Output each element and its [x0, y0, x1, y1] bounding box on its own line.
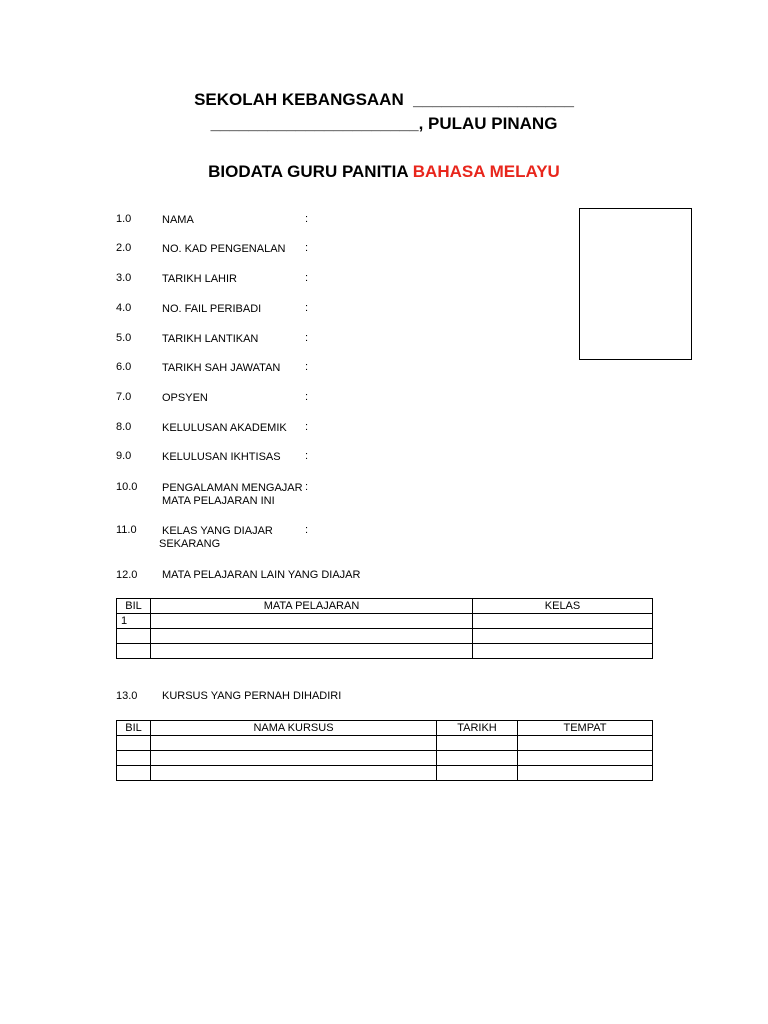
field-number: 8.0 — [116, 421, 132, 433]
field-colon: : — [305, 524, 309, 536]
table-row — [117, 644, 653, 659]
field-label: TARIKH LAHIR — [162, 273, 237, 285]
field-number: 9.0 — [116, 450, 132, 462]
field-colon: : — [305, 302, 309, 314]
school-name-line: SEKOLAH KEBANGSAAN _________________ — [194, 90, 574, 109]
title-subject: BAHASA MELAYU — [412, 162, 560, 181]
school-location-line: ______________________, PULAU PINANG — [210, 114, 558, 133]
cell-nama-kursus[interactable] — [151, 751, 437, 766]
section-label: KURSUS YANG PERNAH DIHADIRI — [162, 690, 342, 702]
field-colon: : — [305, 272, 309, 284]
field-number: 4.0 — [116, 302, 132, 314]
column-header-nama-kursus: NAMA KURSUS — [151, 721, 437, 736]
field-label: OPSYEN — [162, 392, 208, 404]
cell-mata-pelajaran[interactable] — [151, 629, 473, 644]
section-number: 13.0 — [116, 690, 138, 702]
section-label: MATA PELAJARAN LAIN YANG DIAJAR — [162, 569, 361, 581]
cell-bil[interactable] — [117, 766, 151, 781]
field-colon: : — [305, 332, 309, 344]
table-header-row — [117, 721, 653, 736]
field-colon: : — [305, 421, 309, 433]
cell-kelas[interactable] — [473, 644, 653, 659]
column-header-bil: BIL — [117, 721, 151, 736]
cell-mata-pelajaran[interactable] — [151, 644, 473, 659]
field-label-continued: SEKARANG — [159, 538, 221, 550]
table-row — [117, 736, 653, 751]
column-header-tempat: TEMPAT — [518, 721, 653, 736]
field-number: 10.0 — [116, 481, 138, 493]
field-colon: : — [305, 450, 309, 462]
cell-bil[interactable] — [117, 644, 151, 659]
field-colon: : — [305, 361, 309, 373]
field-number: 5.0 — [116, 332, 132, 344]
field-label: NO. KAD PENGENALAN — [162, 243, 286, 255]
cell-kelas[interactable] — [473, 614, 653, 629]
field-label: TARIKH SAH JAWATAN — [162, 362, 281, 374]
cell-nama-kursus[interactable] — [151, 766, 437, 781]
subjects-table — [116, 598, 653, 659]
field-number: 1.0 — [116, 213, 132, 225]
photo-box — [579, 208, 692, 360]
column-header-tarikh: TARIKH — [437, 721, 518, 736]
cell-tarikh[interactable] — [437, 766, 518, 781]
field-label: NO. FAIL PERIBADI — [162, 303, 262, 315]
courses-table — [116, 720, 653, 781]
title-prefix: BIODATA GURU PANITIA — [208, 162, 413, 181]
table-header-row — [117, 599, 653, 614]
cell-kelas[interactable] — [473, 629, 653, 644]
field-number: 2.0 — [116, 242, 132, 254]
field-label: PENGALAMAN MENGAJAR — [162, 482, 303, 494]
field-colon: : — [305, 391, 309, 403]
field-number: 7.0 — [116, 391, 132, 403]
page-title — [0, 162, 768, 182]
column-header-bil: BIL — [117, 599, 151, 614]
field-label: KELAS YANG DIAJAR — [162, 525, 273, 537]
column-header-mata-pelajaran: MATA PELAJARAN — [151, 599, 473, 614]
section-number: 12.0 — [116, 569, 138, 581]
table-row — [117, 629, 653, 644]
field-label-continued: MATA PELAJARAN INI — [162, 495, 275, 507]
cell-bil[interactable] — [117, 751, 151, 766]
cell-mata-pelajaran[interactable] — [151, 614, 473, 629]
field-colon: : — [305, 213, 309, 225]
column-header-kelas: KELAS — [473, 599, 653, 614]
field-number: 3.0 — [116, 272, 132, 284]
field-colon: : — [305, 481, 309, 493]
field-number: 11.0 — [116, 524, 137, 536]
cell-tarikh[interactable] — [437, 736, 518, 751]
table-row — [117, 751, 653, 766]
field-label: TARIKH LANTIKAN — [162, 333, 259, 345]
field-label: KELULUSAN AKADEMIK — [162, 422, 287, 434]
cell-tempat[interactable] — [518, 736, 653, 751]
table-row — [117, 766, 653, 781]
field-label: NAMA — [162, 214, 194, 226]
cell-tempat[interactable] — [518, 766, 653, 781]
cell-nama-kursus[interactable] — [151, 736, 437, 751]
cell-tempat[interactable] — [518, 751, 653, 766]
cell-bil[interactable]: 1 — [117, 614, 151, 629]
field-label: KELULUSAN IKHTISAS — [162, 451, 281, 463]
table-row — [117, 614, 653, 629]
cell-bil[interactable] — [117, 736, 151, 751]
field-number: 6.0 — [116, 361, 132, 373]
cell-tarikh[interactable] — [437, 751, 518, 766]
cell-bil[interactable] — [117, 629, 151, 644]
field-colon: : — [305, 242, 309, 254]
